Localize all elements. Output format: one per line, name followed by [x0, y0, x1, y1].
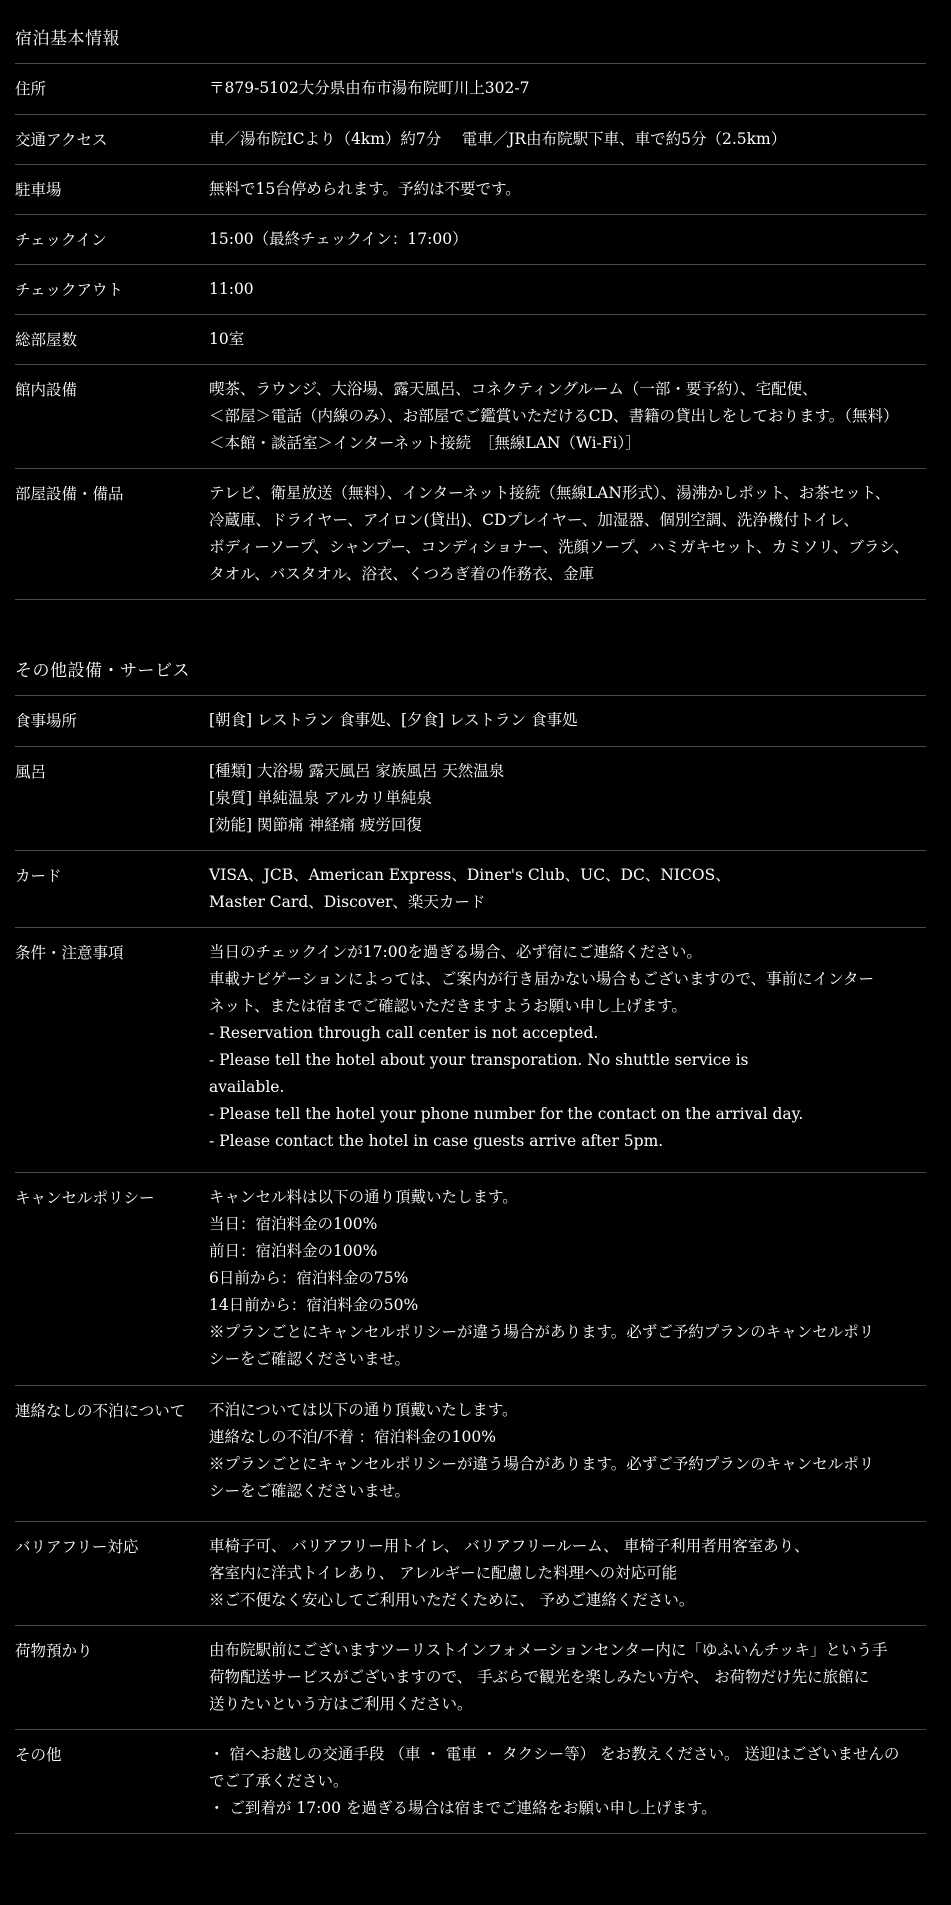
row-label-line: 食事場所: [15, 712, 78, 730]
value-line: 連絡なしの不泊/不着 ：宿泊料金の100%: [209, 1428, 496, 1446]
value-line: [朝食] レストラン 食事処、[夕食] レストラン 食事処: [209, 711, 578, 729]
row-label: [15, 942, 209, 1172]
info-row-dining: [15, 696, 926, 747]
value-line: 喫茶、ラウンジ、大浴場、露天風呂、コネクティングルーム（一部・要予約）、宅配便、: [209, 380, 818, 398]
value-line: available.: [209, 1078, 285, 1096]
value-line: キャンセル料は以下の通り頂戴いたします。: [209, 1188, 518, 1206]
row-value: [209, 376, 926, 468]
row-value: [209, 939, 926, 1172]
value-line: でご了承ください。: [209, 1772, 349, 1790]
value-line: 冷蔵庫、ドライヤー、アイロン(貸出)、CDプレイヤー、加湿器、個別空調、洗浄機付トイレ、: [209, 511, 859, 529]
value-line: VISA、JCB、American Express、Diner's Club、UC、DC、NICOS、: [209, 866, 731, 884]
info-row-bath: [15, 747, 926, 851]
row-label: [15, 483, 209, 599]
row-label-line: バリアフリー対応: [15, 1538, 139, 1556]
value-line: 無料で15台停められます。予約は不要です。: [209, 180, 521, 198]
value-line: [泉質] 単純温泉 アルカリ単純泉: [209, 789, 432, 807]
value-line: ＜本館・談話室＞インターネット接続 ［無線LAN（Wi-Fi）］: [209, 434, 641, 452]
info-row-cancel-policy: [15, 1173, 926, 1386]
fee-amount: ：宿泊料金の100%: [240, 1242, 378, 1260]
value-line: ※プランごとにキャンセルポリシーが違う場合があります。必ずご予約プランのキャンセルポリ: [209, 1323, 875, 1341]
row-label-line: その他: [15, 1746, 62, 1764]
row-label: [15, 279, 209, 314]
row-label-line: カード: [15, 867, 62, 885]
value-line: 〒879-5102大分県由布市湯布院町川上302-7: [209, 79, 530, 97]
row-label-line: キャンセルポリシー: [15, 1189, 155, 1207]
value-line: 車載ナビゲーションによっては、ご案内が行き届かない場合もございますので、事前にインター: [209, 970, 874, 988]
value-line: ＜部屋＞電話（内線のみ）、お部屋でご鑑賞いただけるCD、書籍の貸出しをしております。（無料）: [209, 407, 899, 425]
row-label-line: 駐車場: [15, 181, 62, 199]
fee-row: [209, 1238, 926, 1265]
info-row-facilities: [15, 365, 926, 469]
info-row-conditions: [15, 928, 926, 1173]
row-value: [209, 1397, 926, 1521]
row-label-line: 荷物預かり: [15, 1642, 93, 1660]
row-value: [209, 758, 926, 850]
row-value: [209, 1637, 926, 1729]
row-label: [15, 329, 209, 364]
value-line: 15:00（最終チェックイン：17:00）: [209, 230, 468, 248]
value-line: ※プランごとにキャンセルポリシーが違う場合があります。必ずご予約プランのキャンセルポリ: [209, 1455, 875, 1473]
fee-row: [209, 1265, 926, 1292]
row-label-line: 総部屋数: [15, 331, 78, 349]
value-line: タオル、バスタオル、浴衣、くつろぎ着の作務衣、金庫: [209, 565, 595, 583]
row-label: [15, 761, 209, 850]
row-label-line: チェックイン: [15, 231, 107, 249]
info-row-access: [15, 115, 926, 165]
row-value: [209, 75, 926, 114]
info-row-checkin: [15, 215, 926, 265]
fee-row: [209, 1292, 926, 1319]
value-line: テレビ、衛星放送（無料）、インターネット接続（無線LAN形式）、湯沸かしポット、お茶セット、: [209, 484, 891, 502]
fee-timing: 当日: [209, 1215, 241, 1233]
row-label: [15, 229, 209, 264]
row-value: [209, 1184, 926, 1385]
row-value: [209, 226, 926, 264]
row-label: [15, 129, 209, 164]
row-label: [15, 379, 209, 468]
value-line: 10室: [209, 330, 245, 348]
info-row-other: [15, 1730, 926, 1834]
fee-amount: ：宿泊料金の100%: [240, 1215, 378, 1233]
value-line: 由布院駅前にございますツーリストインフォメーションセンター内に「ゆふいんチッキ」という手: [209, 1641, 888, 1659]
fee-amount: ：宿泊料金の50%: [290, 1296, 419, 1314]
basic-info-section: [15, 0, 926, 600]
info-row-address: [15, 64, 926, 115]
row-label-line: 交通アクセス: [15, 131, 108, 149]
value-line: [効能] 関節痛 神経痛 疲労回復: [209, 816, 422, 834]
info-row-checkout: [15, 265, 926, 315]
value-line: ・ 宿へお越しの交通手段 （車 ・ 電車 ・ タクシー等） をお教えください。 送迎はございませんの: [209, 1745, 900, 1763]
row-label: [15, 1744, 209, 1833]
other-services-section: [15, 632, 926, 1834]
row-value: [209, 862, 926, 927]
section-title: その他設備・サービス: [15, 632, 926, 696]
value-line: 不泊については以下の通り頂戴いたします。: [209, 1401, 518, 1419]
row-label: [15, 1640, 209, 1729]
info-row-parking: [15, 165, 926, 215]
fee-timing: 14日前から: [209, 1296, 291, 1314]
row-label-line: 館内設備: [15, 381, 78, 399]
value-line: 11:00: [209, 280, 254, 298]
row-label: [15, 78, 209, 114]
info-row-luggage: [15, 1626, 926, 1730]
fee-timing: 前日: [209, 1242, 241, 1260]
row-label-line: 条件・注意事項: [15, 944, 124, 962]
row-value: [209, 176, 926, 214]
fee-amount: ：宿泊料金の75%: [280, 1269, 409, 1287]
fee-timing: 6日前から: [209, 1269, 281, 1287]
row-label-line: チェックアウト: [15, 281, 124, 299]
value-line: 送りたいという方はご利用ください。: [209, 1695, 473, 1713]
row-label: [15, 1400, 209, 1521]
value-line: ネット、または宿までご確認いただきますようお願い申し上げます。: [209, 997, 687, 1015]
row-value: [209, 1741, 926, 1833]
value-line: ・ ご到着が 17:00 を過ぎる場合は宿までご連絡をお願い申し上げます。: [209, 1799, 717, 1817]
row-label-line: 風呂: [15, 763, 47, 781]
row-value: [209, 326, 926, 364]
row-value: [209, 126, 926, 164]
value-line: シーをご確認くださいませ。: [209, 1350, 411, 1368]
value-line: ボディーソープ、シャンプー、コンディショナー、洗顔ソープ、ハミガキセット、カミソリ、ブラシ、: [209, 538, 910, 556]
value-line: [種類] 大浴場 露天風呂 家族風呂 天然温泉: [209, 762, 505, 780]
info-row-room-count: [15, 315, 926, 365]
fee-row: [209, 1211, 926, 1238]
info-row-barrier-free: [15, 1522, 926, 1626]
info-row-room-amenities: [15, 469, 926, 600]
row-label: [15, 1536, 209, 1625]
row-label: [15, 1187, 209, 1385]
row-label-line: 住所: [15, 80, 47, 98]
row-value: [209, 276, 926, 314]
value-line: - Please tell the hotel your phone number for the contact on the arrival day.: [209, 1105, 804, 1123]
value-line: 荷物配送サービスがございますので、 手ぶらで観光を楽しみたい方や、 お荷物だけ先に旅館に: [209, 1668, 870, 1686]
value-line: - Please tell the hotel about your transporation. No shuttle service is: [209, 1051, 749, 1069]
row-label: [15, 710, 209, 746]
value-line: 車／湯布院ICより（4km）約7分 電車／JR由布院駅下車、車で約5分（2.5km）: [209, 130, 787, 148]
row-label-line: 連絡なしの: [15, 1402, 93, 1420]
info-row-card: [15, 851, 926, 928]
row-label-line: 不泊について: [92, 1402, 186, 1420]
value-line: - Please contact the hotel in case guests arrive after 5pm.: [209, 1132, 664, 1150]
row-value: [209, 707, 926, 746]
row-label: [15, 179, 209, 214]
value-line: ※ご不便なく安心してご利用いただくために、 予めご連絡ください。: [209, 1591, 695, 1609]
value-line: 客室内に洋式トイレあり、 アレルギーに配慮した料理への対応可能: [209, 1564, 678, 1582]
info-row-no-show: [15, 1386, 926, 1522]
value-line: シーをご確認くださいませ。: [209, 1482, 411, 1500]
value-line: - Reservation through call center is not accepted.: [209, 1024, 599, 1042]
row-value: [209, 480, 926, 599]
row-label: [15, 865, 209, 927]
value-line: 車椅子可、 バリアフリー用トイレ、 バリアフリールーム、 車椅子利用者用客室あり、: [209, 1537, 810, 1555]
row-label-line: 部屋設備・備品: [15, 485, 124, 503]
value-line: 当日のチェックインが17:00を過ぎる場合、必ず宿にご連絡ください。: [209, 943, 702, 961]
value-line: Master Card、Discover、楽天カード: [209, 893, 486, 911]
section-title: 宿泊基本情報: [15, 0, 926, 64]
row-value: [209, 1533, 926, 1625]
